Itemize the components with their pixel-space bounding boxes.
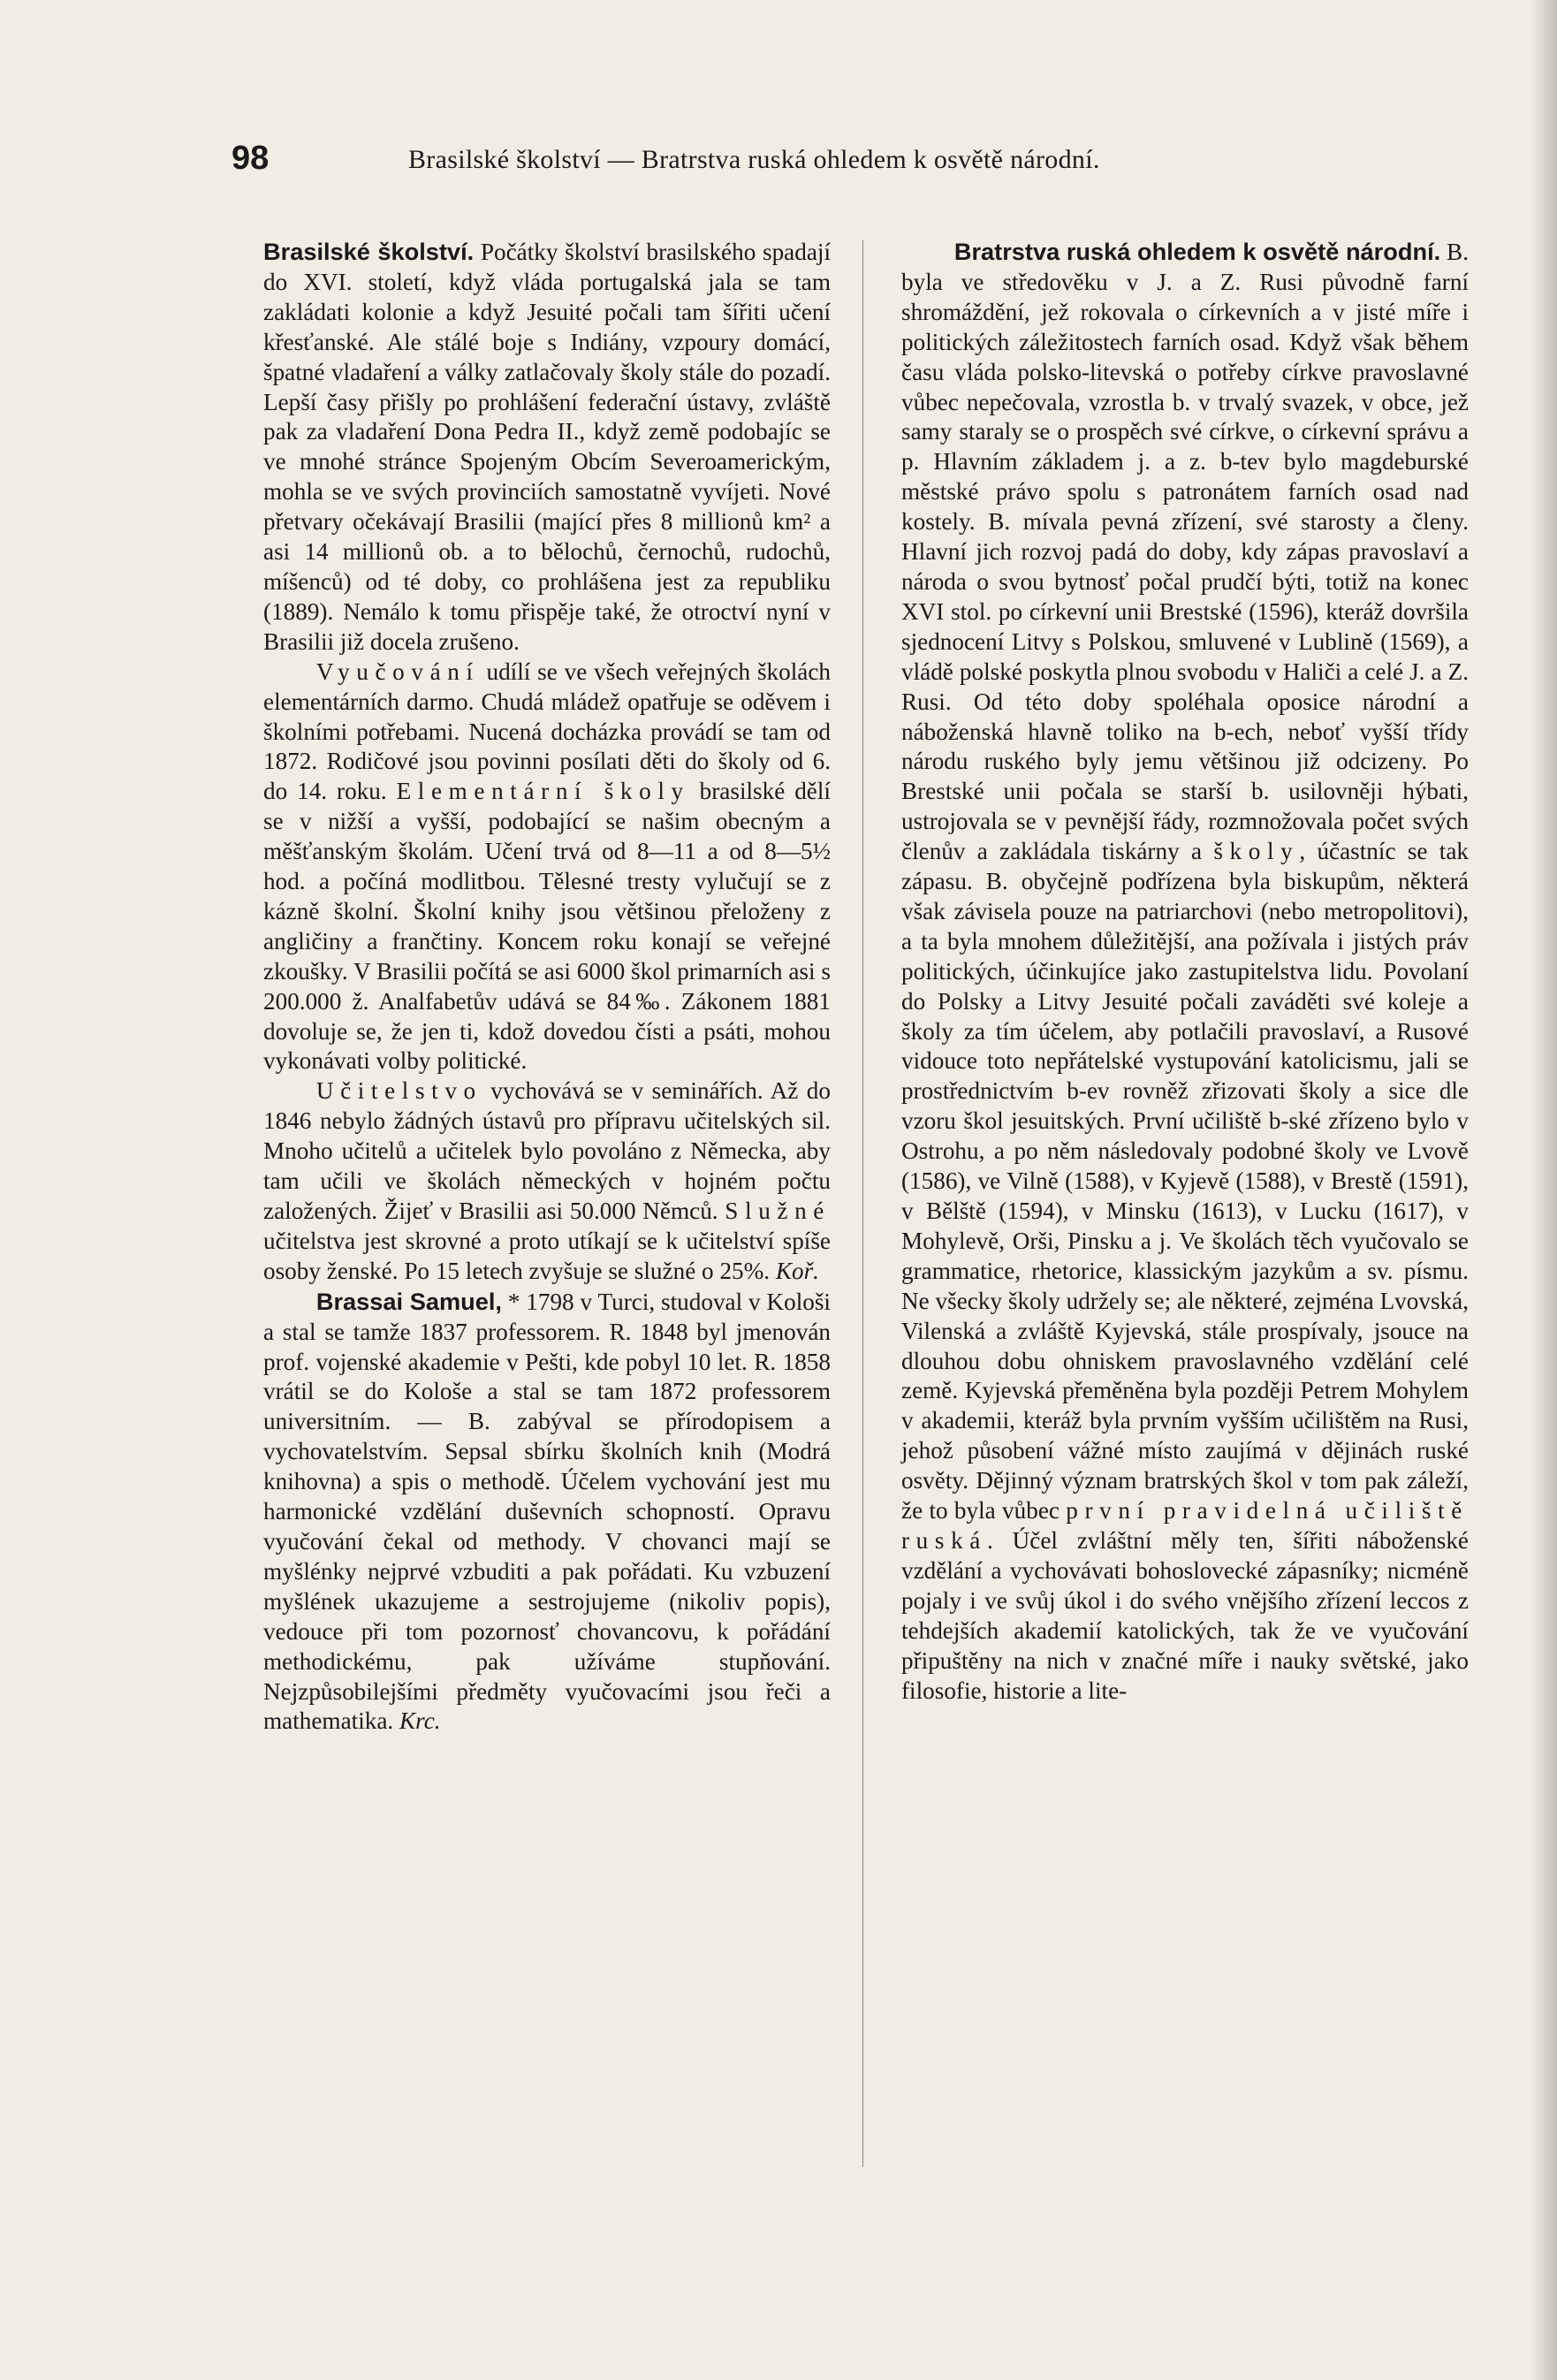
entry-text: vychovává se v seminářích. Až do 1846 nebylo žádných ústavů pro přípravu učitelských sil. Mnoho učitelů a učitelek bylo povoláno z Německa, aby tam učili ve školách německých v hojném počtu založených. Žijeť v Brasilii asi 50.000 Němců. <box>263 1077 831 1224</box>
entry-text: * 1798 v Turci, studoval v Kološi a stal se tamže 1837 professorem. R. 1848 byl jmenován prof. vojenské akademie v Pešti, kde pobyl 10 let. R. 1858 vrátil se do Kološe a stal se tam 1872 professorem universitním. — B. zabýval se přírodopisem a vychovatelstvím. Sepsal sbírku školních knih (Modrá knihovna) a spis o methodě. Účelem vychování jest mu harmonické vzdělání duševních schopností. Opravu vyučování čekal od methody. V chovanci mají se myšlénky nejprvé vzbuditi a pak pořádati. Ku vzbuzení myšlének ukazujeme a sestrojujeme (nikoliv popis), vedouce při tom pozornosť chovancovu, k pořádání methodickému, pak užíváme stupňování. Nejzpůsobilejšími předměty vyučovacími jsou řeči a mathematika. <box>263 1288 831 1735</box>
page-edge-shadow <box>1530 0 1557 2380</box>
entry-text: Počátky školství brasilského spadají do XVI. století, když vláda portugalská jala se tam zakládati kolonie a když Jesuité počali tam šířiti učení křesťanské. Ale stálé boje s Indiány, vzpoury domácí, špatné vladaření a války zatlačovaly školy stále do pozadí. Lepší časy přišly po prohlášení federační ústavy, zvláště pak za vladaření Dona Pedra II., když země podobajíc se ve mnohé stránce Spojeným Obcím Severoamerickým, mohla se ve svých provinciích samostatně vyvíjeti. Nové přetvary očekávají Brasilii (mající přes 8 millionů km² a asi 14 millionů ob. a to bělochů, černochů, rudochů, míšenců) od té doby, co prohlášena jest za republiku (1889). Nemálo k tomu přispěje také, že otroctví nyní v Brasilii již docela zrušeno. <box>263 239 832 655</box>
running-title: Brasilské školství — Bratrstva ruská ohledem k osvětě národní. <box>408 145 1100 174</box>
entry-headword: Bratrstva ruská ohledem k osvětě národní. <box>953 238 1441 265</box>
right-column <box>901 237 1469 1706</box>
page-number: 98 <box>232 140 270 177</box>
entry-paragraph <box>263 1076 831 1286</box>
spaced-term: Vyučování <box>315 658 480 685</box>
entry-headword: Brassai Samuel, <box>315 1287 502 1315</box>
entry-text: B. byla ve středověku v J. a Z. Rusi původně farní shromáždění, jež rokovala o církevních a v jisté míře i politických záležitostech farních osad. Když však během času vláda polsko-litevská o potřeby církve pravoslavné vůbec nepečovala, vzrostla b. v trvalý svazek, v obce, jež samy staraly se o prospěch své církve, o církevní správu a p. Hlavním základem j. a z. b-tev bylo magdeburské městské právo spolu s patronátem farních osad nad kostely. B. mívala pevná zřízení, své starosty a členy. Hlavní jich rozvoj padá do doby, kdy zápas pravoslaví a národa o svou bytnosť počal prudčí býti, totiž na konec XVI stol. po církevní unii Brestské (1596), kteráž dovršila sjednocení Litvy s Polskou, smluvené v Lublině (1569), a vládě polské poskytla plnou svobodu v Haliči a celé J. a Z. Rusi. Od této doby spoléhala oposice národní a náboženská hlavně toliko na b-ech, neboť vyšší třídy národu ruského byly jemu většinou již odcizeny. Po Brestské unii počala se starší b. usilovněji hýbati, ustrojovala se v pevnější řády, rozmnožovala počet svých členův a zakládala tiskárny a <box>901 239 1469 865</box>
author-signature: Krc. <box>399 1707 441 1735</box>
page-header <box>232 140 1327 184</box>
entry-bratrstva-ruska <box>901 237 1469 1706</box>
entry-text: udílí se ve všech veřejných školách elementárních darmo. Chudá mládež opatřuje se oděvem i školními potřebami. Nucená docházka provádí se tam od 1872. Rodičové jsou povinni posílati děti do školy od 6. do 14. roku. <box>263 658 831 805</box>
entry-text: , účastníc se tak zápasu. B. obyčejně podřízena byla biskupům, některá však závisela pouze na patriarchovi (nebo metropolitovi), a ta byla mnohem důležitější, ana požívala i jistých práv politických, účinkujíce jako zastupitelstva lidu. Povolaní do Polsky a Litvy Jesuité počali zaváděti své koleje a školy za tím účelem, aby potlačili pravoslaví, a Rusové vidouce toto nepřátelské vystupování katolicismu, jali se prostřednictvím b-ev rovněž zřizovati školy a sice dle vzoru škol jesuitských. První učiliště b-ské zřízeno bylo v Ostrohu, a po něm následovaly podobné školy ve Lvově (1586), ve Vilně (1588), v Kyjevě (1588), v Brestě (1591), v Bělště (1594), v Minsku (1613), v Lucku (1617), v Mohylevě, Orši, Pinsku a j. Ve školách těch vyučovalo se grammatice, rhetorice, klassickým jazykům a sv. písmu. Ne všecky školy udržely se; ale některé, zejména Lvovská, Vilenská a zvláště Kyjevská, stále prospívaly, jsouce na dlouhou dobu ohniskem pravoslavného vzdělání celé země. Kyjevská přeměněna byla později Petrem Mohylem v akademii, kteráž byla prvním vyšším učilištěm na Rusi, jehož působení vážné místo zaujímá v dějinách ruské osvěty. Dějinný význam bratrských škol v tom pak záleží, že to byla vůbec <box>901 838 1469 1525</box>
spaced-term: první pravidelná učiliště ruská <box>901 1497 1469 1554</box>
entry-text: . Účel zvláštní měly ten, šířiti náboženské vzdělání a vychovávati bohoslovecké zápasníky; nicméně pojaly i ve svůj úkol i do svého vnějšího zřízení leccos z tehdejších akademií katolických, tak že ve vyučování připuštěny na nich v značné míře i nauky světské, jako filosofie, historie a lite- <box>901 1526 1469 1704</box>
entry-headword: Brasilské školství. <box>263 238 475 265</box>
entry-brasilske-skolstvi <box>263 237 831 658</box>
left-column <box>263 237 831 1737</box>
entry-brassai-samuel <box>263 1287 831 1737</box>
spaced-term: Elementární školy <box>396 778 690 805</box>
spaced-term: školy <box>1213 838 1300 865</box>
author-signature: Kοř. <box>775 1257 819 1284</box>
spaced-term: Učitelstvo <box>315 1077 482 1105</box>
column-divider <box>862 240 863 2167</box>
entry-text: brasilské dělí se v nižší a vyšší, podobající se našim obecným a měšťanským školám. Učení trvá od 8—11 a od 8—5½ hod. a počíná modlitbou. Tělesné tresty vylučují se z kázně školní. Školní knihy jsou většinou přeloženy z angličiny a frančtiny. Koncem roku konají se veřejné zkoušky. V Brasilii počítá se asi 6000 škol primarních asi s 200.000 ž. Analfabetův udává se 84‰. Zákonem 1881 dovoluje se, že jen ti, kdož dovedou čísti a psáti, mohou vykonávati volby politické. <box>263 778 831 1075</box>
entry-text: učitelstva jest skrovné a proto utíkají se k učitelství spíše osoby ženské. Po 15 letech zvyšuje se služné o 25%. <box>263 1227 831 1284</box>
spaced-term: Služné <box>725 1198 831 1224</box>
entry-paragraph <box>263 658 831 1077</box>
